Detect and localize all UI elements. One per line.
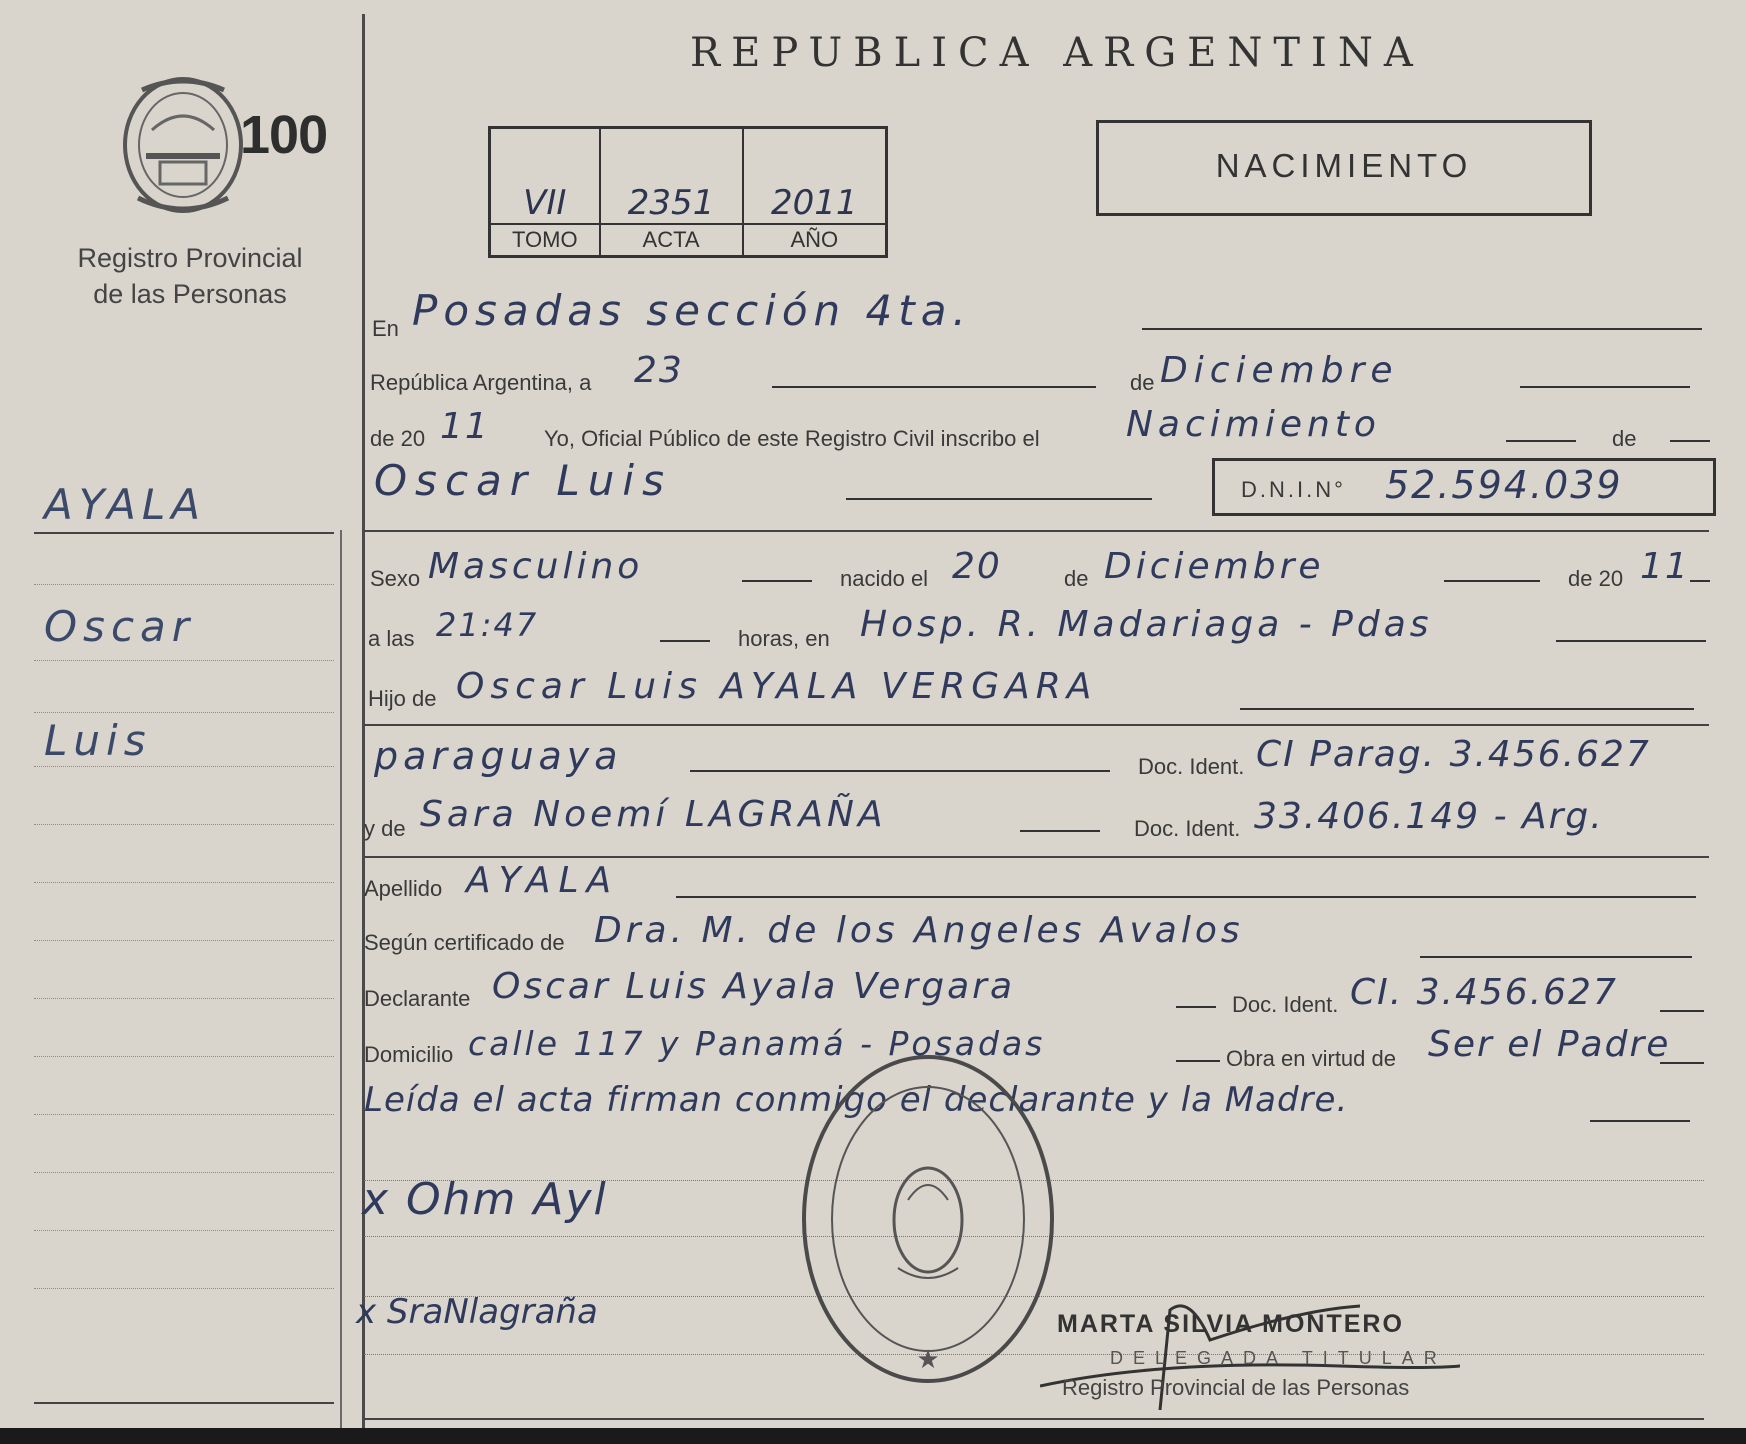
day-value: 23: [634, 350, 684, 391]
official-registry: Registro Provincial de las Personas: [1062, 1375, 1410, 1400]
margin-surname: AYALA: [44, 480, 206, 529]
fill-line: [1142, 328, 1702, 330]
child-name: Oscar Luis: [374, 456, 672, 505]
mother-name-value: Sara Noemí LAGRAÑA: [420, 794, 887, 835]
official-title: DELEGADA TITULAR: [1110, 1348, 1447, 1368]
de-label: de: [1130, 370, 1155, 395]
father-nationality-value: paraguaya: [374, 734, 623, 778]
margin-rule: [34, 532, 334, 534]
margin-rule: [34, 660, 334, 661]
fill-line: [1420, 956, 1692, 958]
doc-ident-label-3: Doc. Ident.: [1232, 992, 1339, 1017]
margin-inner-divider: [340, 530, 342, 1428]
svg-text:★: ★: [916, 1344, 940, 1374]
yo-label: Yo, Oficial Público de este Registro Civil inscribo el: [544, 426, 1040, 451]
doc-ident-label-2: Doc. Ident.: [1134, 816, 1241, 841]
horas-label: horas, en: [738, 626, 830, 651]
obra-label: Obra en virtud de: [1226, 1046, 1396, 1071]
margin-rule: [34, 1288, 334, 1289]
fill-line: [1176, 1006, 1216, 1008]
fill-line: [742, 580, 812, 582]
de20-label: de 20: [1568, 566, 1624, 591]
mother-signature: x SraNlagraña: [356, 1292, 598, 1332]
margin-rule: [34, 766, 334, 767]
margin-column: [0, 0, 360, 1428]
yde-label: y de: [364, 816, 406, 841]
father-name-value: Oscar Luis AYALA VERGARA: [456, 666, 1098, 707]
declarant-signature: x Ohm Ayl: [362, 1174, 608, 1225]
fill-line: [772, 386, 1096, 388]
margin-given-name-1: Oscar: [44, 602, 196, 651]
declarante-doc-value: CI. 3.456.627: [1350, 972, 1618, 1013]
dni-label: D.N.I.N°: [1241, 477, 1346, 502]
dni-value: 52.594.039: [1385, 463, 1623, 507]
section-rule: [364, 530, 1709, 532]
fill-line: [1240, 708, 1694, 710]
fill-line: [1556, 640, 1706, 642]
alas-label: a las: [368, 626, 415, 651]
birth-month-value: Diciembre: [1104, 546, 1325, 587]
doc-ident-label: Doc. Ident.: [1138, 754, 1245, 779]
section-rule: [364, 856, 1709, 858]
domicilio-label: Domicilio: [364, 1042, 454, 1067]
anio-value: 2011: [743, 128, 887, 225]
birth-place-value: Hosp. R. Madariaga - Pdas: [860, 604, 1433, 645]
logo-number: 100: [240, 105, 328, 165]
fill-line: [690, 770, 1110, 772]
closing-statement: Leída el acta firman conmigo el declarante y la Madre.: [364, 1080, 1349, 1120]
fill-line: [676, 896, 1696, 898]
margin-rule: [34, 1114, 334, 1115]
dni-box: [1212, 458, 1716, 516]
birth-time-value: 21:47: [436, 606, 539, 644]
scan-edge: [0, 1428, 1746, 1444]
nacido-label: nacido el: [840, 566, 929, 591]
country-title: REPUBLICA ARGENTINA: [690, 30, 1424, 76]
record-type: NACIMIENTO: [1215, 147, 1473, 184]
acta-label: ACTA: [600, 224, 743, 257]
margin-rule: [34, 584, 334, 585]
fill-line: [1660, 1062, 1704, 1064]
fill-line: [1690, 580, 1710, 582]
registry-name-line2: de las Personas: [93, 279, 287, 309]
sexo-label: Sexo: [370, 566, 421, 591]
father-doc-value: CI Parag. 3.456.627: [1256, 734, 1651, 775]
margin-rule: [34, 1172, 334, 1173]
de-label-3: de: [1064, 566, 1089, 591]
birth-year-value: 11: [1640, 546, 1690, 587]
margin-rule: [34, 1402, 334, 1404]
fill-line: [1660, 1010, 1704, 1012]
hijo-label: Hijo de: [368, 686, 437, 711]
margin-rule: [34, 940, 334, 941]
fill-line: [1020, 830, 1100, 832]
registry-name: [40, 240, 340, 312]
apellido-value: AYALA: [466, 860, 620, 901]
declarante-label: Declarante: [364, 986, 471, 1011]
record-type-box: [1096, 120, 1592, 216]
province-crest-icon: [118, 70, 248, 220]
republica-label: República Argentina, a: [370, 370, 592, 395]
inscribe-value: Nacimiento: [1126, 404, 1381, 445]
tomo-label: TOMO: [490, 224, 600, 257]
fill-line: [1520, 386, 1690, 388]
tomo-value: VII: [490, 128, 600, 225]
obra-value: Ser el Padre: [1428, 1024, 1671, 1065]
registry-name-line1: Registro Provincial: [77, 243, 303, 273]
official-name: MARTA SILVIA MONTERO: [1057, 1310, 1404, 1338]
segun-label: Según certificado de: [364, 930, 565, 955]
margin-rule: [34, 1230, 334, 1231]
declarante-value: Oscar Luis Ayala Vergara: [492, 966, 1016, 1007]
apellido-label: Apellido: [364, 876, 443, 901]
margin-rule: [34, 998, 334, 999]
fill-line: [846, 498, 1152, 500]
margin-rule: [34, 712, 334, 713]
fill-line: [1444, 580, 1540, 582]
year-value: 11: [440, 406, 490, 447]
birth-day-value: 20: [952, 546, 1002, 587]
margin-rule: [34, 882, 334, 883]
section-rule: [364, 724, 1709, 726]
margin-given-name-2: Luis: [44, 716, 152, 765]
margin-rule: [34, 1056, 334, 1057]
bottom-rule: [364, 1418, 1704, 1420]
fill-line: [1670, 440, 1710, 442]
domicilio-value: calle 117 y Panamá - Posadas: [468, 1024, 1046, 1063]
place-value: Posadas sección 4ta.: [412, 286, 972, 335]
de-label-2: de: [1612, 426, 1637, 451]
segun-value: Dra. M. de los Angeles Avalos: [594, 910, 1244, 951]
fill-line: [1176, 1060, 1220, 1062]
fill-line: [1590, 1120, 1690, 1122]
record-reference-table: [488, 126, 888, 258]
sexo-value: Masculino: [428, 546, 644, 587]
mother-doc-value: 33.406.149 - Arg.: [1254, 796, 1604, 837]
year-prefix-label: de 20: [370, 426, 426, 451]
margin-rule: [34, 824, 334, 825]
acta-value: 2351: [600, 128, 743, 225]
anio-label: AÑO: [743, 224, 887, 257]
fill-line: [660, 640, 710, 642]
month-value: Diciembre: [1160, 350, 1399, 391]
official-seal-icon: [798, 1050, 1058, 1388]
fill-line: [1506, 440, 1576, 442]
en-label: En: [372, 316, 399, 341]
